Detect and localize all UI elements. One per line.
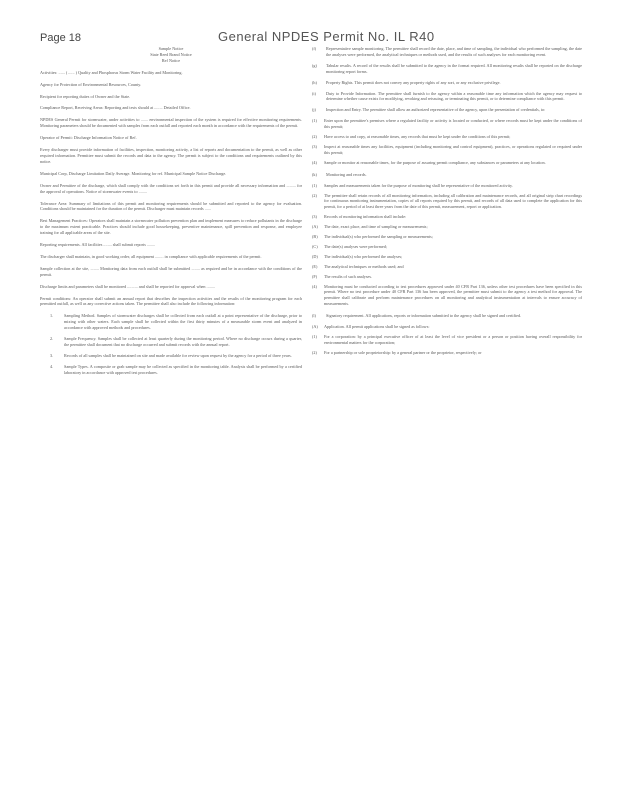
right-column — [312, 46, 582, 360]
entry-letter: (i) — [312, 90, 316, 96]
left-column — [40, 46, 302, 381]
record-field — [312, 234, 582, 240]
records-item — [312, 183, 582, 189]
item-text: Records of all samples shall be maintained on site and made available for review upon request by the agency for a period of three years. — [64, 352, 292, 358]
entry-letter: (h) — [312, 79, 317, 85]
entry-text: Inspection and Entry. The permittee shall allow an authorized representative of the agency, upon the presentation of credentials, to: — [326, 107, 546, 113]
item-number: 3. — [50, 352, 54, 358]
notice-meta-line: Ref Notice — [161, 57, 181, 63]
numbered-item — [50, 353, 302, 359]
paragraph: Discharge limits and parameters shall be monitored .......... and shall be reported for approval when ........ — [40, 283, 215, 289]
inspection-item — [312, 160, 582, 166]
paragraph: Reporting requirements. All facilities ........ shall submit reports ........ — [40, 242, 156, 248]
reporting-item — [312, 324, 582, 330]
item-number: (2) — [312, 349, 317, 355]
field-letter: (F) — [312, 273, 318, 279]
paragraph: Activities: ...... ( ...... ) Quality and Phosphorus Storm Water Facility and Monitoring. — [40, 69, 183, 75]
item-number: 4. — [50, 363, 54, 369]
numbered-item — [50, 313, 302, 331]
item-number: (1) — [312, 334, 317, 339]
field-text: The individual(s) who performed the analyses; — [324, 253, 403, 259]
section-heading: Operator of Permit: Discharge Information Notice of Ref. — [40, 135, 137, 141]
item-text: Sampling Method. Samples of stormwater discharges shall be collected from each outfall at a point representative of the discharge, prior to mixing with other waters. Each sample shall be collected within the first thirty minutes of a measurable storm event and analyzed in accordance with approved methods and procedures. — [64, 313, 302, 331]
paragraph: The discharger shall maintain, in good working order, all equipment ........ in compliance with applicable requirements of the permit. — [40, 253, 262, 259]
permit-title: General NPDES Permit No. IL R40 — [218, 29, 435, 44]
item-number: 1. — [50, 313, 54, 319]
entry-letter: (l) — [312, 313, 316, 319]
item-number: 2. — [50, 336, 54, 342]
lettered-entry — [312, 172, 582, 178]
paragraph: Every discharger must provide information of facilities, inspection, monitoring activity, a list of reports and documentation to the permit, as well as other required information. Permittee must submit the records and data to the agency. The permit is subject to the conditions and requirements outlined by this notice. — [40, 147, 302, 164]
numbered-item — [50, 364, 302, 376]
field-letter: (D) — [312, 253, 318, 259]
signatory-item — [312, 334, 582, 346]
paragraph: Agency for Protection of Environmental Resources, County. — [40, 81, 142, 87]
field-letter: (C) — [312, 243, 318, 249]
item-number: (4) — [312, 159, 317, 165]
entry-letter: (k) — [312, 171, 317, 177]
paragraph: Best Management Practices: Operators shall maintain a stormwater pollution prevention plan and implement measures to reduce pollutants in the discharge to the maximum extent practicable. Practices should include good housekeeping, preventive maintenance, spill prevention and response, and employee training for all applicable areas of the site. — [40, 218, 302, 236]
field-text: The analytical techniques or methods used; and — [324, 263, 404, 269]
record-field — [312, 264, 582, 270]
field-text: The individual(s) who performed the sampling or measurements; — [324, 234, 433, 240]
paragraph: Sample collection at the site, ........ Monitoring data from each outfall shall be submitted ........ as required and be in accordance with the conditions of the permit. — [40, 265, 302, 277]
paragraph: Permit conditions: An operator shall submit an annual report that describes the inspection activities and the results of the monitoring program for each permitted outfall, as well as any corrective actions taken. The permittee shall also include the following information: — [40, 295, 302, 307]
records-item — [312, 284, 582, 308]
record-field — [312, 254, 582, 260]
paragraph: Recipient for reporting duties of Owner and the State. — [40, 93, 131, 99]
notice-meta-line: Sample Notice — [158, 46, 184, 51]
record-field — [312, 274, 582, 280]
paragraph: Tolerance Area: Summary of limitations of this permit and monitoring requirements should be submitted and reported to the agency for evaluation. Conditions should be maintained for the duration of the permit. Discharger must maintain records ...... — [40, 200, 302, 212]
item-text: Application. All permit applications shall be signed as follows: — [324, 324, 430, 330]
lettered-entry — [312, 107, 582, 113]
paragraph: NPDES General Permit for stormwater, under activities to ....... environmental inspection of the system is required for effective monitoring requirements. Monitoring parameters should be documented with samples from each outfall and reported each month in accordance with the requirements of the permit. — [40, 117, 302, 129]
entry-letter: (g) — [312, 62, 317, 68]
notice-meta-line: State Reed Brand Notice — [150, 51, 192, 57]
record-field — [312, 224, 582, 230]
item-number: (3) — [312, 143, 317, 149]
item-text: For a corporation: by a principal executive officer of at least the level of vice president or a person or position having overall responsibility for environmental matters for the corporation; — [324, 334, 582, 345]
item-number: (2) — [312, 192, 317, 198]
item-text: Monitoring must be conducted according to test procedures approved under 40 CFR Part 136, unless other test procedures have been specified in this permit. Where no test procedure under 40 CFR Part 136 has been approved, the permittee must submit to the agency a test method for approval. The permittee shall calibrate and perform maintenance procedures on all monitoring and analytical instrumentation at intervals to ensure accuracy of measurements. — [324, 283, 582, 307]
field-letter: (E) — [312, 263, 318, 269]
paragraph: Owner and Permittee of the discharge, which shall comply with the conditions set forth in this permit and provide all necessary information and ......... for the approval of operations. Notice of stormwater events to ........ — [40, 182, 302, 194]
item-text: Have access to and copy, at reasonable times, any records that must be kept under the conditions of this permit; — [324, 134, 511, 140]
item-text: Sample Frequency. Samples shall be collected at least quarterly during the monitoring period. Where no discharge occurs during a quarter, the permittee shall document that no discharge occurred and submit records with the annual report. — [64, 336, 302, 347]
item-text: Samples and measurements taken for the purpose of monitoring shall be representative of the monitored activity. — [324, 182, 513, 188]
item-text: Sample Types. A composite or grab sample may be collected as specified in the monitoring table. Analysis shall be performed by a certified laboratory in accordance with approved test procedures. — [64, 363, 302, 375]
section-heading: Municipal Corp, Discharge Limitation Daily Average. Monitoring for ref. Municipal Sample Notice Discharge. — [40, 170, 227, 176]
entry-text: Signatory requirement. All applications, reports or information submitted to the agency shall be signed and certified. — [326, 313, 522, 319]
field-letter: (B) — [312, 234, 318, 240]
lettered-entry — [312, 63, 582, 75]
paragraph: Compliance Report, Receiving Areas: Reporting and tests should at ........ Detailed Office. — [40, 105, 191, 111]
lettered-entry — [312, 46, 582, 58]
field-letter: (A) — [312, 224, 318, 230]
entry-letter: (j) — [312, 107, 316, 113]
entry-text: Property Rights. This permit does not convey any property rights of any sort, or any exclusive privilege. — [326, 79, 501, 85]
lettered-entry — [312, 80, 582, 86]
item-number: (4) — [312, 283, 317, 289]
lettered-entry — [312, 313, 582, 319]
lettered-entry — [312, 91, 582, 103]
entry-text: Duty to Provide Information. The permittee shall furnish to the agency within a reasonable time any information which the agency may request to determine whether cause exists for modifying, revoking and reissuing, or terminating this permit, or to determine compliance with this permit. — [326, 90, 582, 102]
item-number: (1) — [312, 118, 317, 124]
field-text: The results of such analyses. — [324, 273, 373, 279]
item-letter: (A) — [312, 324, 318, 330]
inspection-item — [312, 118, 582, 130]
field-text: The date(s) analyses were performed; — [324, 243, 388, 249]
item-number: (1) — [312, 182, 317, 188]
item-text: Sample or monitor at reasonable times, for the purpose of assuring permit compliance, any substances or parameters at any location. — [324, 159, 546, 165]
entry-text: Representative sample monitoring. The permittee shall record the date, place, and time of sampling, the individual who performed the sampling, the date the analyses were performed, the analytical techniques or methods used, and the results of such analyses for each monitoring event. — [326, 46, 582, 57]
item-text: Enter upon the permittee's premises where a regulated facility or activity is located or conducted, or where records must be kept under the conditions of this permit; — [324, 118, 582, 130]
page-number: Page 18 — [40, 32, 81, 44]
item-number: (3) — [312, 214, 317, 220]
item-text: The permittee shall retain records of all monitoring information, including all calibration and maintenance records, and all original strip chart recordings for continuous monitoring instrumentation, copies of all reports required by this permit, and records of all data used to complete the application for this permit, for a period of at least three years from the date of this permit, measurement, report or application. — [324, 192, 582, 210]
entry-text: Tabular results. A record of the results shall be submitted to the agency in the format required. All monitoring results shall be reported on the discharge monitoring report forms. — [326, 62, 582, 74]
inspection-item — [312, 144, 582, 156]
record-field — [312, 244, 582, 250]
numbered-item — [50, 336, 302, 348]
records-item — [312, 214, 582, 220]
item-number: (2) — [312, 134, 317, 140]
inspection-item — [312, 134, 582, 140]
field-text: The date, exact place, and time of sampling or measurements; — [324, 224, 428, 230]
item-text: For a partnership or sole proprietorship: by a general partner or the proprietor, respectively; or — [324, 349, 482, 355]
item-text: Inspect at reasonable times any facilities, equipment (including monitoring and control equipment), practices, or operations regulated or required under this permit; — [324, 143, 582, 155]
records-item — [312, 193, 582, 211]
entry-letter: (f) — [312, 46, 317, 51]
item-text: Records of monitoring information shall include: — [324, 214, 407, 220]
entry-text: Monitoring and records. — [326, 171, 367, 177]
signatory-item — [312, 350, 582, 356]
